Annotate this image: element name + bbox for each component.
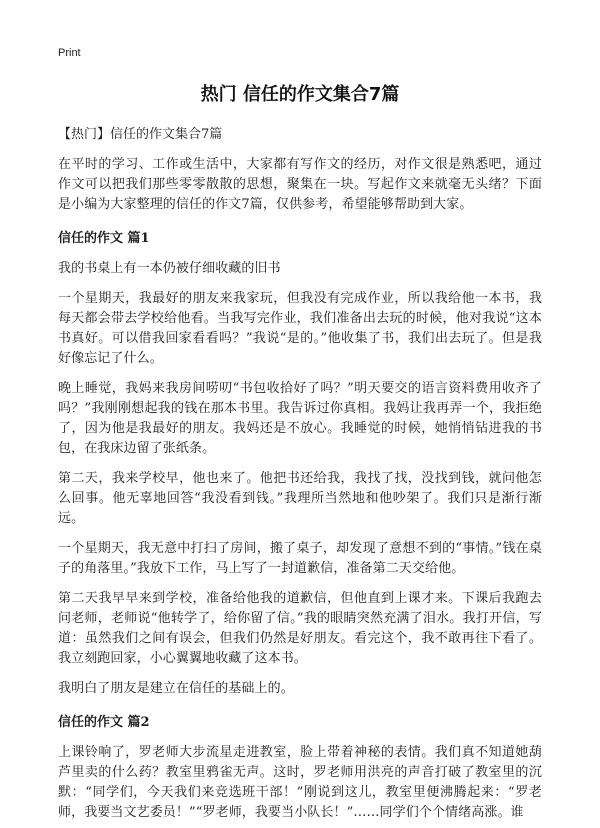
paragraph: 一个星期天，我无意中打扫了房间，搬了桌子，却发现了意想不到的“事情。”钱在桌子的角落里。”我放下工作，马上写了一封道歉信，准备第二天交给他。 [58,541,542,576]
print-link[interactable]: Print [58,47,81,59]
section-2 [58,713,542,823]
paragraph: 第二天，我来学校早，他也来了。他把书还给我，我找了找，没找到钱，就问他怎么回事。他无辜地回答“我没看到钱。”我理所当然地和他吵架了。我们只是渐行渐远。 [58,471,542,526]
paragraph: 上课铃响了，罗老师大步流星走进教室，脸上带着神秘的表情。我们真不知道她葫芦里卖的什么药？教室里鸦雀无声。这时，罗老师用洪亮的声音打破了教室里的沉默：“同学们，今天我们来竞选班干部！”刚说到这儿，教室里便沸腾起来：“罗老师，我要当文艺委员！”“罗老师，我要当小队长！”……同学们个个情绪高涨。谁 [58,745,542,820]
paragraph: 我的书桌上有一本仍被仔细收藏的旧书 [58,261,281,276]
intro-paragraph: 在平时的学习、工作或生活中，大家都有写作文的经历，对作文很是熟悉吧，通过作文可以把我们那些零零散散的思想，聚集在一块。写起作文来就毫无头绪？下面是小编为大家整理的信任的作文7篇，仅供参考，希望能够帮助到大家。 [58,157,542,212]
document-subtitle: 【热门】信任的作文集合7篇 [58,127,223,142]
section-heading: 信任的作文 篇1 [58,231,150,246]
paragraph: 晚上睡觉，我妈来我房间唠叨“书包收拾好了吗？”明天要交的语言资料费用收齐了吗？”我刚刚想起我的钱在那本书里。我告诉过你真相。我妈让我再弄一个，我拒绝了，因为他是我最好的朋友。我妈还是不放心。我睡觉的时候，她悄悄钻进我的书包，在我床边留了张纸条。 [58,381,542,456]
section-heading: 信任的作文 篇2 [58,715,150,730]
page-title: 热门 信任的作文集合7篇 [200,84,400,105]
paragraph: 一个星期天，我最好的朋友来我家玩，但我没有完成作业，所以我给他一本书，我每天都会带去学校给他看。当我写完作业，我们准备出去玩的时候，他对我说“这本书真好。可以借我回家看看吗？”我说“是的。”他收集了书，我们出去玩了。但是我好像忘记了什么。 [58,291,542,366]
paragraph: 第二天我早早来到学校，准备给他我的道歉信，但他直到上课才来。下课后我跑去问老师，老师说“他转学了，给你留了信。”我的眼睛突然充满了泪水。我打开信，写道：虽然我们之间有误会，但我们仍然是好朋友。看完这个，我不敢再往下看了。我立刻跑回家，小心翼翼地收藏了这本书。 [58,591,542,666]
section-1 [58,229,542,699]
paragraph: 我明白了朋友是建立在信任的基础上的。 [58,681,294,696]
